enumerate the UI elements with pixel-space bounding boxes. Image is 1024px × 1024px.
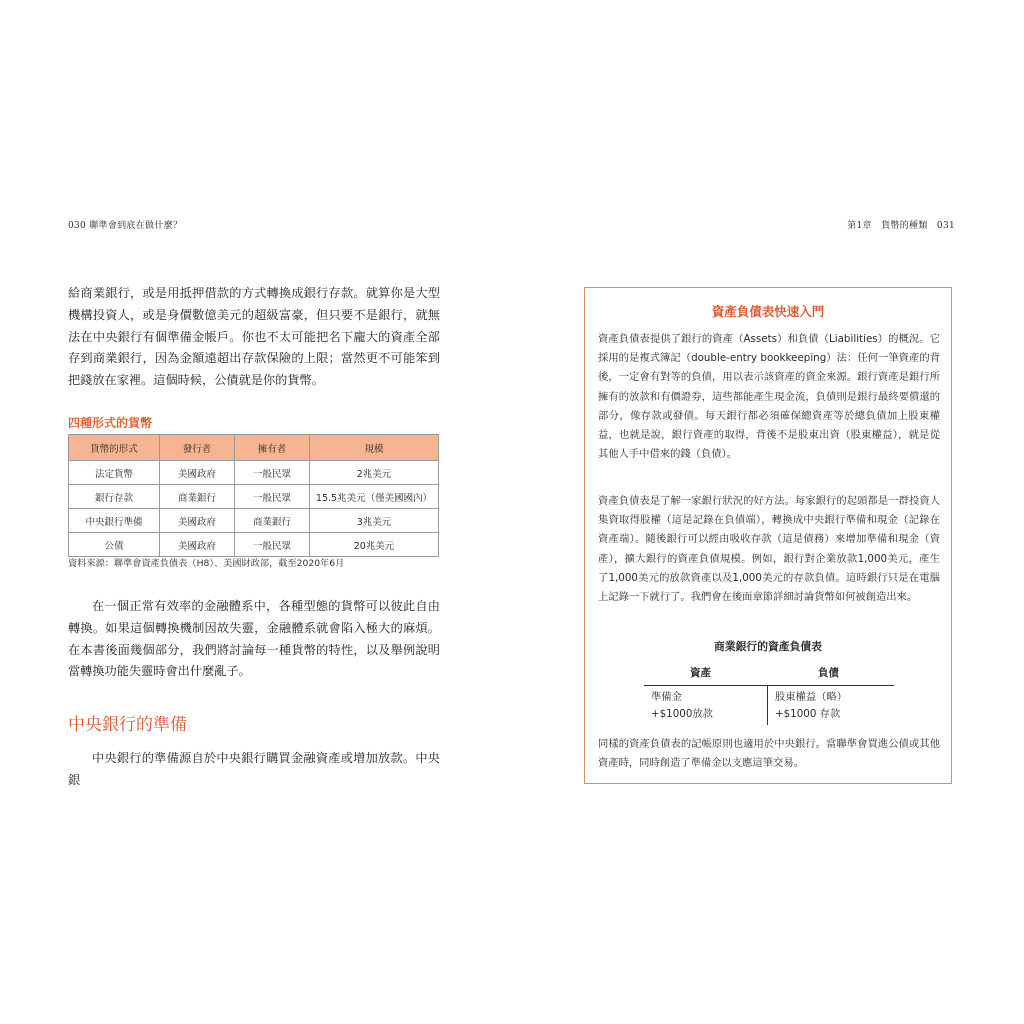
sidebar-paragraph-3: 同樣的資產負債表的記帳原則也適用於中央銀行。當聯準會買進公債或其他資產時，同時創造了準備金以支應這筆交易。 [598,738,940,770]
sidebar-paragraph-1: 資產負債表提供了銀行的資產（Assets）和負債（Liabilities）的概況。它採用的是複式簿記（double-entry bookkeeping）法：任何一筆資產的背後，一定會有對等的負債，用以表示該資產的資金來源。銀行資產是銀行所擁有的放款和有價證券，這些都能產生現金流，負債則是銀行最終要償還的部分，像存款或發債。每天銀行都必須確保總資產等於總負債加上股東權益，也就是說，銀行資產的取得，背後不是股東出資（股東權益），就是從其他人手中借來的錢（負債）。 [598,333,940,461]
table-header-scale: 規模 [310,435,439,461]
running-header-right: 第1章 貨幣的種類 031 [847,221,955,231]
table-row [69,461,439,485]
ledger-liabilities-line-2: +$1000 存款 [775,708,841,720]
ledger-liabilities-line-1: 股東權益（略） [775,691,848,703]
sidebar-paragraph-2: 資產負債表是了解一家銀行狀況的好方法。每家銀行的起頭都是一群投資人集資取得股權（這是記錄在負債端），轉換成中央銀行準備和現金（記錄在資產端）。隨後銀行可以經由吸收存款（這是債務）來增加準備和現金（資產），擴大銀行的資產負債規模。例如，銀行對企業放款1,000美元，產生了1,000美元的放款資產以及1,000美元的存款負債。這時銀行只是在電腦上記錄一下就行了。我們會在後面章節詳細討論貨幣如何被創造出來。 [598,495,940,604]
table-cell: 公債 [69,533,160,557]
sidebar-box-title: 資產負債表快速入門 [711,304,825,319]
ledger-vertical-rule [767,685,768,725]
table-caption: 四種形式的貨幣 [68,416,153,430]
table-cell: 一般民眾 [235,533,310,557]
section-heading: 中央銀行的準備 [68,715,187,735]
table-cell: 銀行存款 [69,485,160,509]
ledger-assets-line-2: +$1000放款 [651,708,713,720]
ledger-assets-line-1: 準備金 [651,691,682,703]
table-cell: 法定貨幣 [69,461,160,485]
body-paragraph-2: 在一個正常有效率的金融體系中，各種型態的貨幣可以彼此自由轉換。如果這個轉換機制因故失靈，金融體系就會陷入極大的麻煩。在本書後面幾個部分，我們將討論每一種貨幣的特性，以及舉例說明當轉換功能失靈時會出什麼亂子。 [68,599,440,679]
running-header-left: 030 聯準會到底在做什麼？ [68,221,183,231]
table-cell: 美國政府 [160,509,235,533]
table-header-holder: 擁有者 [235,435,310,461]
money-forms-table [68,434,439,557]
table-header-form: 貨幣的形式 [69,435,160,461]
table-cell: 一般民眾 [235,485,310,509]
table-cell: 中央銀行準備 [69,509,160,533]
table-header-issuer: 發行者 [160,435,235,461]
table-cell: 20兆美元 [310,533,439,557]
table-header-row [69,435,439,461]
table-cell: 商業銀行 [235,509,310,533]
table-cell: 美國政府 [160,533,235,557]
ledger-assets-header: 資產 [690,667,711,679]
table-cell: 3兆美元 [310,509,439,533]
table-cell: 15.5兆美元（僅美國國內） [310,485,439,509]
ledger-horizontal-rule [644,685,894,686]
table-row [69,533,439,557]
table-cell: 美國政府 [160,461,235,485]
table-row [69,485,439,509]
table-cell: 一般民眾 [235,461,310,485]
table-cell: 2兆美元 [310,461,439,485]
ledger-title: 商業銀行的資產負債表 [714,640,822,653]
table-source-note: 資料來源：聯準會資產負債表（H8）、美國財政部，截至2020年6月 [68,558,345,569]
table-row [69,509,439,533]
ledger-liabilities-header: 負債 [818,667,839,679]
body-paragraph-1: 給商業銀行，或是用抵押借款的方式轉換成銀行存款。就算你是大型機構投資人，或是身價數億美元的超級富豪，但只要不是銀行，就無法在中央銀行有個準備金帳戶。你也不太可能把名下龐大的資產全部存到商業銀行，因為金額遠超出存款保險的上限；當然更不可能笨到把錢放在家裡。這個時候，公債就是你的貨幣。 [68,286,440,388]
table-cell: 商業銀行 [160,485,235,509]
body-paragraph-3: 中央銀行的準備源自於中央銀行購買金融資產或增加放款。中央銀 [68,751,440,787]
